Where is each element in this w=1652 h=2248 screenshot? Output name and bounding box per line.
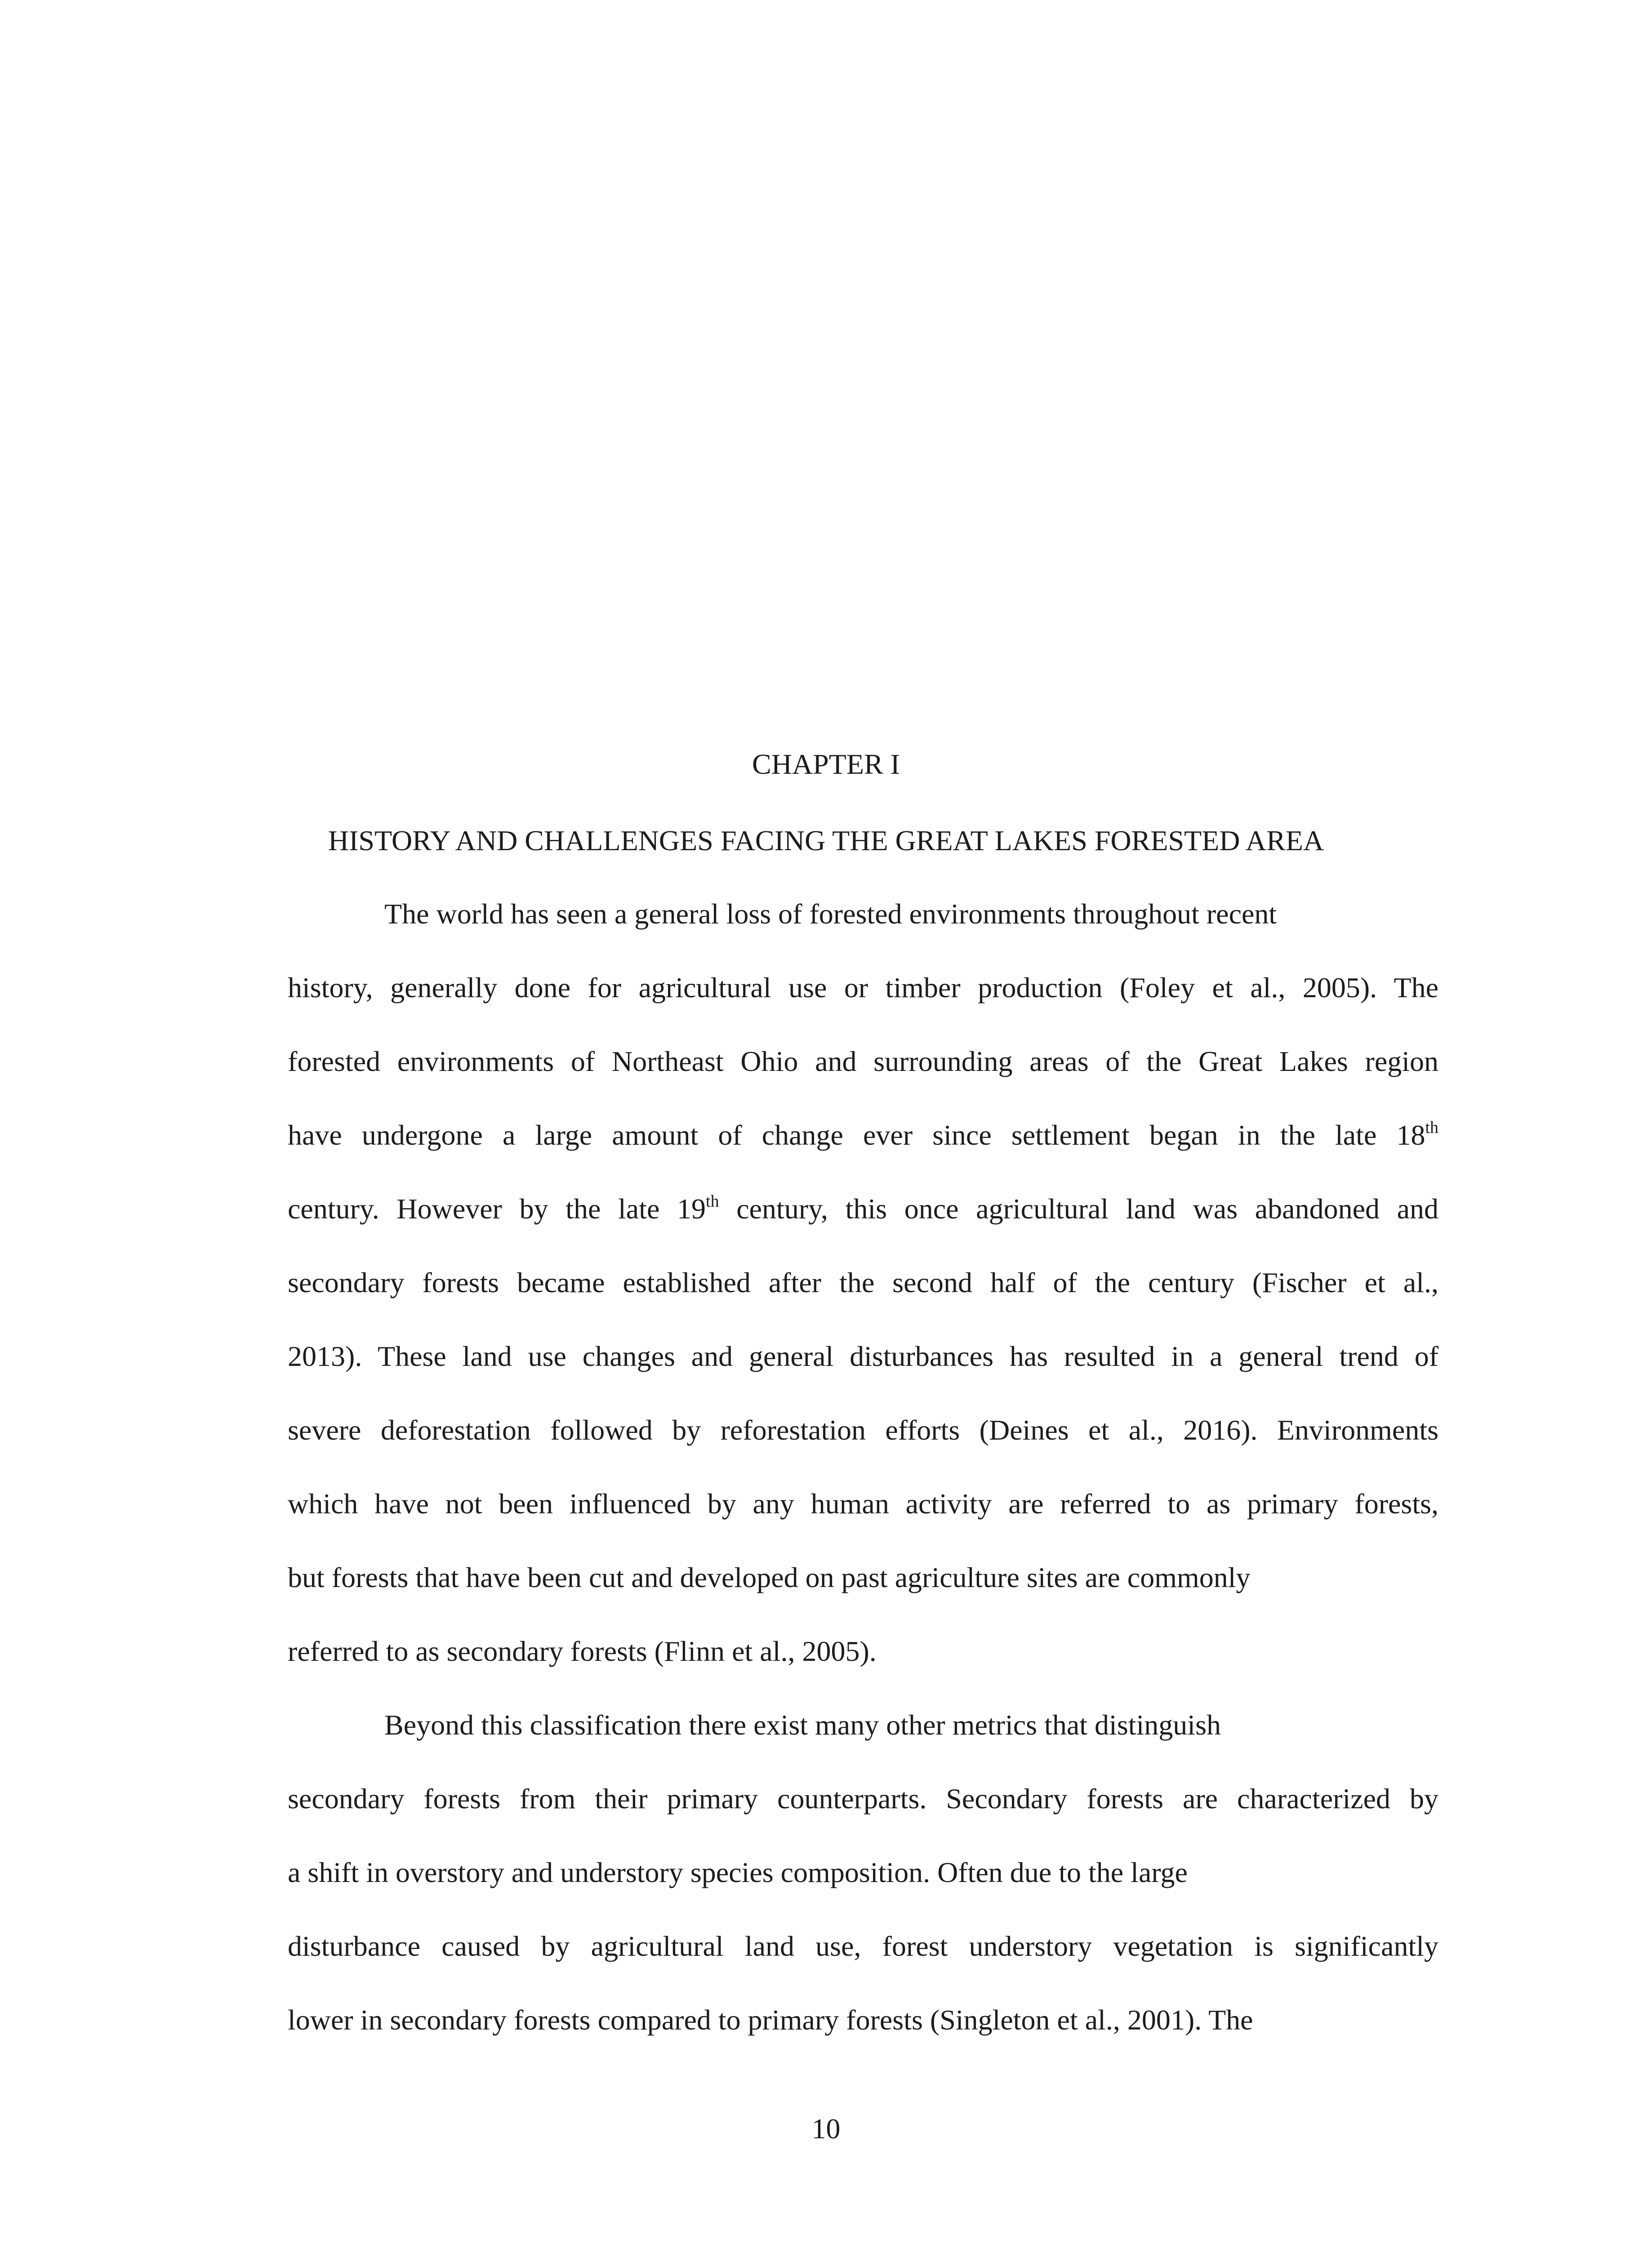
text-line <box>288 1191 1438 1265</box>
text-segment: century. However by the late 19 <box>288 1193 706 1225</box>
text-line: but forests that have been cut and developed on past agriculture sites are commonly <box>288 1561 1251 1593</box>
body-text <box>288 896 1438 2076</box>
text-line: secondary forests from their primary counterparts. Secondary forests are characterized by <box>288 1783 1438 1815</box>
text-line: Beyond this classification there exist many other metrics that distinguish <box>384 1709 1221 1741</box>
text-line: secondary forests became established after the second half of the century (Fischer et al., <box>288 1267 1438 1298</box>
text-line <box>288 1117 1438 1191</box>
text-line: lower in secondary forests compared to primary forests (Singleton et al., 2001). The <box>288 2004 1253 2036</box>
text-segment: have undergone a large amount of change ever since settlement began in the late 18 <box>288 1119 1425 1151</box>
chapter-label: CHAPTER I <box>752 748 900 780</box>
text-line: referred to as secondary forests (Flinn et al., 2005). <box>288 1635 877 1667</box>
superscript: th <box>1425 1118 1438 1137</box>
paragraph-2 <box>288 1707 1438 2076</box>
paragraph-1 <box>288 896 1438 1707</box>
chapter-title: HISTORY AND CHALLENGES FACING THE GREAT LAKES FORESTED AREA <box>328 825 1324 856</box>
text-line: disturbance caused by agricultural land use, forest understory vegetation is significantly <box>288 1930 1438 1962</box>
superscript: th <box>706 1191 719 1211</box>
text-line: history, generally done for agricultural use or timber production (Foley et al., 2005). The <box>288 972 1438 1004</box>
text-line: 2013). These land use changes and general disturbances has resulted in a general trend of <box>288 1340 1438 1372</box>
text-line: which have not been influenced by any human activity are referred to as primary forests, <box>288 1488 1438 1520</box>
text-line: forested environments of Northeast Ohio and surrounding areas of the Great Lakes region <box>288 1045 1438 1077</box>
text-line: The world has seen a general loss of forested environments throughout recent <box>384 898 1277 930</box>
text-line: a shift in overstory and understory species composition. Often due to the large <box>288 1856 1188 1888</box>
text-segment: century, this once agricultural land was abandoned and <box>719 1193 1439 1225</box>
text-line: severe deforestation followed by reforestation efforts (Deines et al., 2016). Environments <box>288 1414 1438 1446</box>
page-number: 10 <box>811 2113 841 2145</box>
